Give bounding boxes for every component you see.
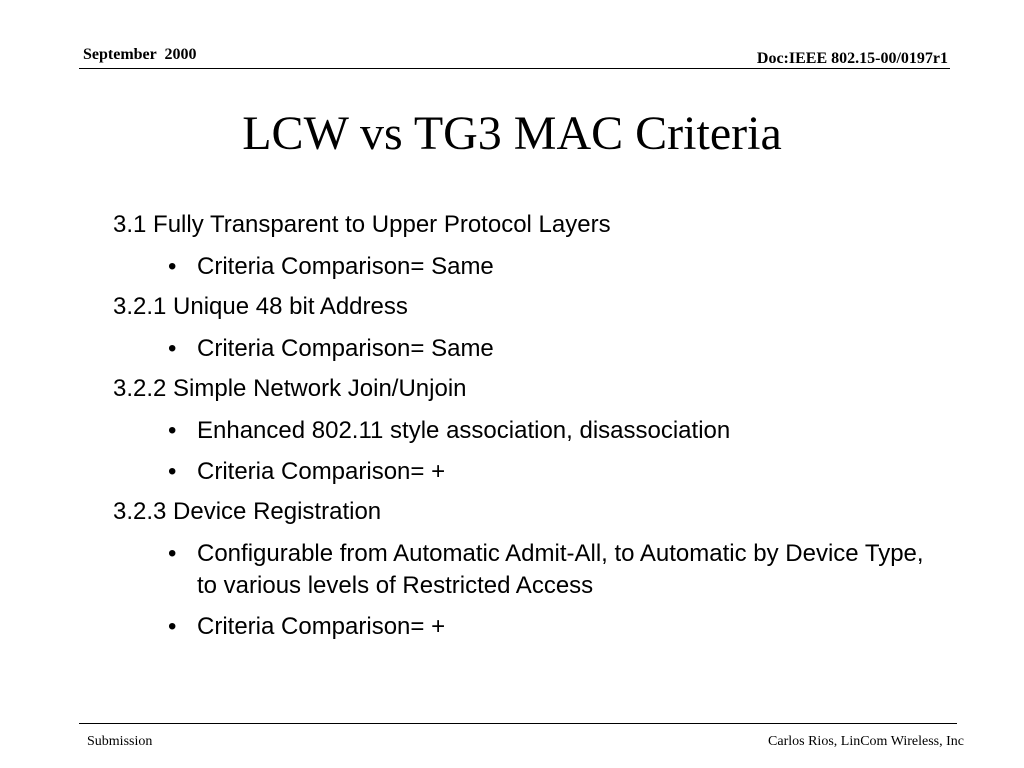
bullet-item [113, 456, 933, 488]
bullet-item [113, 251, 933, 283]
header-date: September 2000 [83, 46, 197, 63]
header-doc-id: Doc:IEEE 802.15-00/0197r1 [756, 50, 948, 67]
bullet-text: Configurable from Automatic Admit-All, to Automatic by Device Type, to various levels of Restricted Access [197, 540, 924, 599]
bullet-icon: • [168, 417, 177, 444]
bullet-text: Criteria Comparison= + [197, 458, 446, 485]
bullet-icon: • [168, 540, 177, 567]
slide-body [113, 210, 933, 652]
section-heading: 3.1 Fully Transparent to Upper Protocol Layers [113, 211, 611, 238]
section-heading: 3.2.2 Simple Network Join/Unjoin [113, 375, 467, 402]
bullet-item [113, 538, 933, 602]
bullet-icon: • [168, 253, 177, 280]
bullet-item [113, 611, 933, 643]
bullet-icon: • [168, 613, 177, 640]
bullet-item [113, 415, 933, 447]
bullet-text: Criteria Comparison= + [197, 613, 446, 640]
slide-title: LCW vs TG3 MAC Criteria [242, 107, 782, 160]
bullet-text: Criteria Comparison= Same [197, 335, 494, 362]
footer-divider [79, 723, 957, 724]
header-divider [79, 68, 950, 69]
bullet-text: Enhanced 802.11 style association, disassociation [197, 417, 731, 444]
section-heading: 3.2.1 Unique 48 bit Address [113, 293, 408, 320]
bullet-icon: • [168, 458, 177, 485]
footer-author: Carlos Rios, LinCom Wireless, Inc [768, 734, 964, 749]
bullet-item [113, 333, 933, 365]
footer-submission: Submission [87, 734, 153, 749]
bullet-text: Criteria Comparison= Same [197, 253, 494, 280]
section-heading: 3.2.3 Device Registration [113, 498, 382, 525]
bullet-icon: • [168, 335, 177, 362]
